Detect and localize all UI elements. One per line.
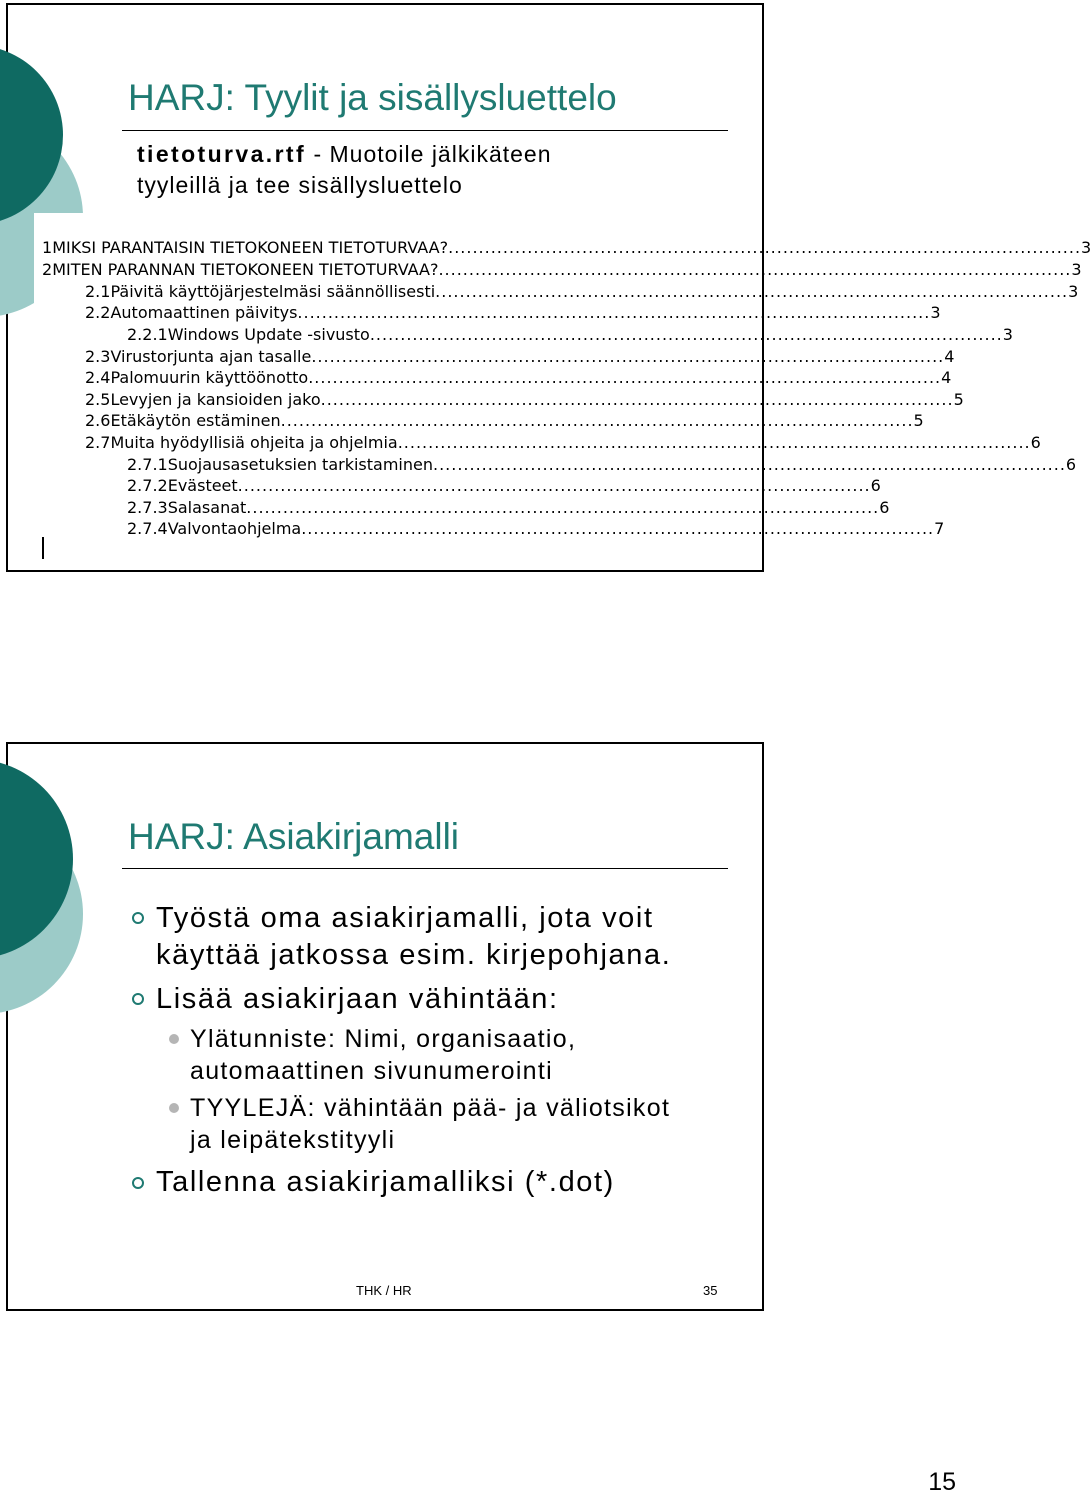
toc-line: [127, 325, 1013, 344]
sub-bullet-dot-icon: [169, 1103, 179, 1113]
slide-subtitle: [137, 139, 552, 201]
toc-number: 2.7: [85, 433, 111, 452]
toc-leader: ........................................................................................................: [438, 260, 1072, 279]
title-rule: [122, 130, 728, 131]
toc-text: Automaattinen päivitys: [110, 303, 298, 322]
toc-page: 6: [1065, 455, 1077, 474]
file-name: tietoturva.rtf: [137, 141, 307, 167]
title-rule: [122, 868, 728, 869]
toc-text: Windows Update -sivusto: [167, 325, 370, 344]
toc-page: 4: [944, 347, 955, 366]
toc-leader: ........................................................................................................: [432, 455, 1066, 474]
toc-number: 2.2.1: [127, 325, 168, 344]
bullet-line: Työstä oma asiakirjamalli, jota voit: [156, 902, 654, 934]
toc-text: Virustorjunta ajan tasalle: [110, 347, 312, 366]
toc-page: 3: [1068, 282, 1079, 301]
toc-line: [42, 260, 1082, 279]
toc-leader: ........................................................................................................: [297, 303, 931, 322]
toc-number: 2.4: [85, 368, 111, 387]
toc-leader: ........................................................................................................: [308, 368, 942, 387]
toc-page: 6: [1030, 433, 1041, 452]
table-of-contents: [34, 213, 1091, 570]
toc-page: 3: [1081, 238, 1091, 257]
toc-leader: ........................................................................................................: [369, 325, 1003, 344]
bullet-circle-icon: [132, 912, 144, 924]
toc-line: [85, 347, 955, 366]
toc-leader: ........................................................................................................: [311, 347, 945, 366]
toc-page: 4: [941, 368, 952, 387]
toc-line: [85, 368, 952, 387]
toc-text: MITEN PARANNAN TIETOKONEEN TIETOTURVAA?: [52, 260, 439, 279]
toc-text: Levyjen ja kansioiden jako: [110, 390, 321, 409]
toc-number: 1: [42, 238, 53, 257]
toc-line: [85, 390, 964, 409]
toc-number: 2: [42, 260, 53, 279]
toc-leader: ........................................................................................................: [246, 498, 880, 517]
toc-page: 6: [879, 498, 890, 517]
sub-bullet-item: [190, 1092, 730, 1156]
toc-page: 3: [1002, 325, 1013, 344]
toc-line: [127, 498, 890, 517]
toc-line: [85, 433, 1041, 452]
bullet-item: [156, 1164, 746, 1201]
toc-text: Muita hyödyllisiä ohjeita ja ohjelmia: [110, 433, 398, 452]
sub-bullet-dot-icon: [169, 1034, 179, 1044]
subtitle-line1: - Muotoile jälkikäteen: [306, 141, 552, 167]
text-cursor: [42, 537, 44, 559]
bullet-line: käyttää jatkossa esim. kirjepohjana.: [156, 939, 672, 971]
page-number: 15: [928, 1468, 956, 1496]
toc-number: 2.7.3: [127, 498, 168, 517]
toc-number: 2.7.4: [127, 519, 168, 538]
toc-number: 2.2: [85, 303, 111, 322]
slide-footer-author: THK / HR: [356, 1283, 412, 1298]
bullet-line: Lisää asiakirjaan vähintään:: [156, 983, 559, 1015]
toc-page: 6: [870, 476, 881, 495]
slide-2: [6, 742, 764, 1311]
toc-leader: ........................................................................................................: [237, 476, 871, 495]
bullet-circle-icon: [132, 1177, 144, 1189]
toc-number: 2.3: [85, 347, 111, 366]
toc-line: [85, 303, 941, 322]
toc-number: 2.6: [85, 411, 111, 430]
sub-bullet-line: TYYLEJÄ: vähintään pää- ja väliotsikot: [190, 1094, 671, 1122]
toc-leader: ........................................................................................................: [320, 390, 954, 409]
toc-line: [127, 476, 881, 495]
sub-bullet-line: Ylätunniste: Nimi, organisaatio,: [190, 1025, 577, 1053]
toc-text: Salasanat: [167, 498, 247, 517]
toc-line: [127, 455, 1077, 474]
toc-leader: ........................................................................................................: [397, 433, 1031, 452]
slide-1: [6, 3, 1091, 572]
bullet-circle-icon: [132, 993, 144, 1005]
subtitle-line2: tyyleillä ja tee sisällysluettelo: [137, 172, 463, 198]
toc-page: 5: [913, 411, 924, 430]
toc-text: Palomuurin käyttöönotto: [110, 368, 309, 387]
toc-leader: ........................................................................................................: [448, 238, 1082, 257]
bullet-item: [156, 900, 746, 974]
slide-title: HARJ: Asiakirjamalli: [128, 816, 460, 857]
toc-text: Suojausasetuksien tarkistaminen: [167, 455, 433, 474]
toc-page: 7: [934, 519, 945, 538]
slide-decoration-arcs: [8, 744, 98, 1044]
toc-page: 3: [930, 303, 941, 322]
toc-number: 2.7.2: [127, 476, 168, 495]
slide-footer-number: 35: [703, 1283, 718, 1298]
toc-page: 5: [953, 390, 964, 409]
toc-leader: ........................................................................................................: [301, 519, 935, 538]
toc-leader: ........................................................................................................: [280, 411, 914, 430]
toc-number: 2.7.1: [127, 455, 168, 474]
sub-bullet-line: ja leipätekstityyli: [190, 1126, 396, 1154]
sub-bullet-line: automaattinen sivunumerointi: [190, 1057, 553, 1085]
bullet-line: Tallenna asiakirjamalliksi (*.dot): [156, 1166, 615, 1198]
toc-line: [85, 411, 924, 430]
toc-page: 3: [1071, 260, 1082, 279]
toc-text: Päivitä käyttöjärjestelmäsi säännöllisesti: [110, 282, 436, 301]
bullet-item: [156, 981, 746, 1018]
slide-title: HARJ: Tyylit ja sisällysluettelo: [128, 77, 617, 118]
toc-number: 2.1: [85, 282, 111, 301]
toc-text: MIKSI PARANTAISIN TIETOKONEEN TIETOTURVAA?: [52, 238, 449, 257]
toc-line: [42, 238, 1091, 257]
toc-number: 2.5: [85, 390, 111, 409]
toc-text: Evästeet: [167, 476, 238, 495]
toc-text: Etäkäytön estäminen: [110, 411, 281, 430]
toc-text: Valvontaohjelma: [167, 519, 302, 538]
toc-line: [85, 282, 1079, 301]
toc-leader: ........................................................................................................: [435, 282, 1069, 301]
sub-bullet-item: [190, 1023, 730, 1087]
toc-line: [127, 519, 945, 538]
